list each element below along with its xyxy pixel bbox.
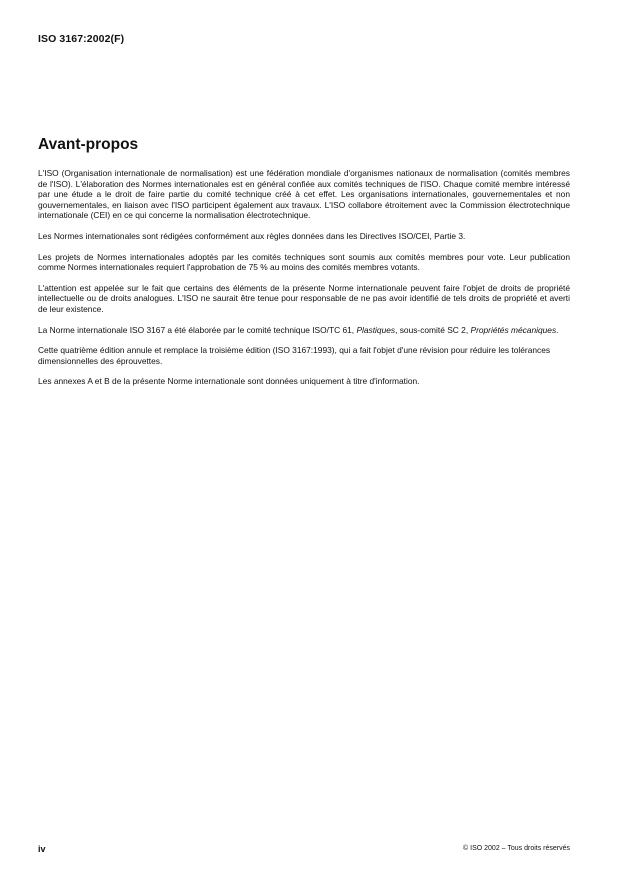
paragraph-iso-definition: L'ISO (Organisation internationale de normalisation) est une fédération mondiale d'organismes nationaux de normalisation (comités membres de l'ISO). L'élaboration des Normes internationales est en général confiée aux comités techniques de l'ISO. Chaque comité membre intéressé par une étude a le droit de faire partie du comité technique créé à cet effet. Les organisations internationales, gouvernementales et non gouvernementales, en liaison avec l'ISO participent également aux travaux. L'ISO collabore étroitement avec la Commission électrotechnique internationale (CEI) en ce qui concerne la normalisation électrotechnique. [38,168,570,221]
copyright-notice: © ISO 2002 – Tous droits réservés [463,845,570,852]
committee-text-3: . [556,324,559,335]
paragraph-annexes: Les annexes A et B de la présente Norme internationale sont données uniquement à titre d'information. [38,376,420,387]
page-number: iv [38,844,46,854]
paragraph-voting: Les projets de Normes internationales adoptés par les comités techniques sont soumis aux comités membres pour vote. Leur publication comme Normes internationales requiert l'approbation de 75 % au moins des comités membres votants. [38,251,570,273]
paragraph-patent-rights: L'attention est appelée sur le fait que certains des éléments de la présente Norme internationale peuvent faire l'objet de droits de propriété intellectuelle ou de droits analogues. L'ISO ne saurait être tenue pour responsable de ne pas avoir identifié de tels droits de propriété et averti de leur existence. [38,282,570,314]
page-title: Avant-propos [38,136,139,153]
committee-name: Plastiques [356,324,396,335]
committee-text-2: , sous-comité SC 2, [395,324,471,335]
body-text [38,168,570,397]
paragraph-directives: Les Normes internationales sont rédigées conformément aux règles données dans les Directives ISO/CEI, Partie 3. [38,230,466,241]
paragraph-committee [38,325,570,336]
document-code: ISO 3167:2002(F) [38,33,125,45]
subcommittee-name: Propriétés mécaniques [470,324,557,335]
paragraph-edition: Cette quatrième édition annule et remplace la troisième édition (ISO 3167:1993), qui a fait l'objet d'une révision pour réduire les tolérances dimensionnelles des éprouvettes. [38,345,551,366]
committee-text-1: La Norme internationale ISO 3167 a été élaborée par le comité technique ISO/TC 61, [38,324,357,335]
